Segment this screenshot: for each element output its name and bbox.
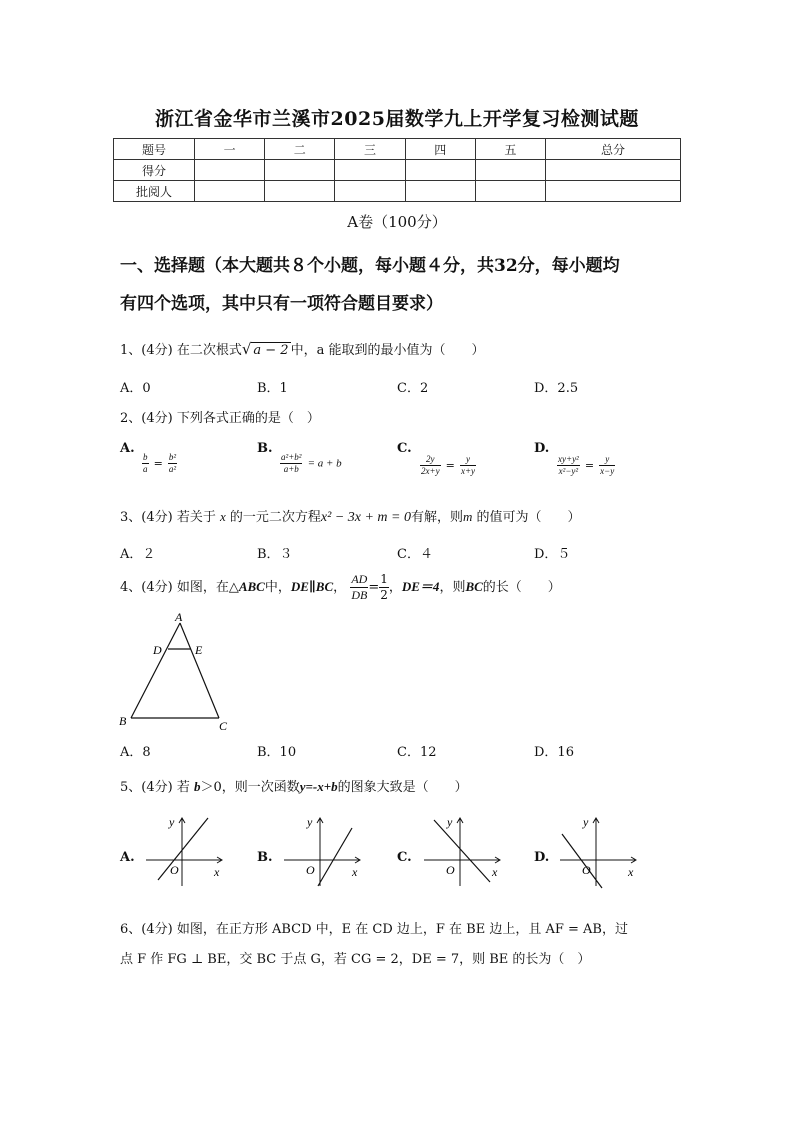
- score-table-cell: [475, 181, 545, 202]
- svg-text:O: O: [582, 863, 591, 877]
- score-table-cell: 批阅人: [114, 181, 195, 202]
- q5-option-a-label: A.: [120, 850, 135, 865]
- label-b: B: [119, 714, 127, 728]
- q2-option-a-label: A.: [120, 441, 135, 456]
- label-c: C: [219, 719, 228, 733]
- q5-option-d-label: D.: [534, 850, 550, 865]
- score-table-cell: 五: [475, 139, 545, 160]
- svg-text:O: O: [306, 863, 315, 877]
- svg-text:y: y: [583, 815, 589, 829]
- score-table-header-row: [114, 139, 681, 160]
- q2-option-d-formula: $\frac{\text{xy+y²}}{\text{x²−y²}}$ = $\frac{y}{x-y}$: [558, 454, 615, 476]
- score-table-cell: 得分: [114, 160, 195, 181]
- paper-a-heading: A卷（100分）: [347, 213, 447, 231]
- q3-option-d: D．５: [534, 547, 571, 562]
- page-title: 浙江省金华市兰溪市2025届数学九上开学复习检测试题: [155, 108, 639, 130]
- question-3-stem: 3、(4分) 若关于 x 的一元二次方程x² − 3x + m = 0有解，则m 的值可为（ ）: [120, 509, 581, 525]
- score-table-cell: 一: [195, 139, 265, 160]
- score-table-cell: [335, 160, 405, 181]
- question-6-line2: 点 F 作 FG ⊥ BE，交 BC 于点 G，若 CG = 2，DE = 7，则 BE 的长为（ ）: [120, 952, 591, 967]
- graph-c: [420, 814, 504, 890]
- score-table-cell: [475, 160, 545, 181]
- triangle-side-ac: [180, 623, 219, 718]
- radicand: a − 2: [253, 343, 289, 358]
- svg-text:x: x: [628, 865, 634, 879]
- score-table: [113, 138, 681, 202]
- score-table-cell: 二: [265, 139, 335, 160]
- q3-option-c: C．４: [397, 547, 433, 562]
- score-table-cell: 三: [335, 139, 405, 160]
- q1-option-a: A．0: [120, 381, 151, 396]
- score-table-cell: 总分: [546, 139, 681, 160]
- q1-option-b: B．1: [257, 381, 288, 396]
- score-table-cell: [195, 181, 265, 202]
- score-table-cell: [546, 181, 681, 202]
- q4-option-b: B．10: [257, 745, 297, 760]
- score-table-cell: [265, 160, 335, 181]
- question-1-stem: 1、(4分) 在二次根式√ a − 2 中，a 能取到的最小值为（ ）: [120, 340, 485, 358]
- section-heading-line2: 有四个选项，其中只有一项符合题目要求）: [120, 294, 443, 314]
- q1-option-d: D．2.5: [534, 381, 579, 396]
- score-table-cell: [405, 181, 475, 202]
- question-4-stem: 4、(4分) 如图，在△ABC中，DE∥BC， $\frac{AD}{DB}$ = $\frac{1}{2}$ ，DE＝4，则BC的长（ ）: [120, 572, 561, 602]
- q4-option-a: A．8: [120, 745, 151, 760]
- svg-text:y: y: [169, 815, 175, 829]
- q1-option-c: C．2: [397, 381, 429, 396]
- graph-b: [280, 814, 364, 890]
- graph-a: [142, 814, 226, 890]
- q4-option-c: C．12: [397, 745, 437, 760]
- score-table-row: [114, 181, 681, 202]
- q2-option-a-formula: $\frac{b}{a}$ = $\frac{\text{b²}}{\text{a²}}$: [143, 452, 177, 474]
- label-e: E: [195, 643, 203, 657]
- function-line: [318, 828, 352, 886]
- q2-option-d-label: D.: [534, 441, 550, 456]
- score-table-cell: 题号: [114, 139, 195, 160]
- svg-text:x: x: [492, 865, 498, 879]
- function-line: [158, 818, 208, 880]
- label-d: D: [153, 643, 162, 657]
- triangle-side-ab: [131, 623, 180, 718]
- score-table-cell: [335, 181, 405, 202]
- score-table-cell: [546, 160, 681, 181]
- svg-text:x: x: [352, 865, 358, 879]
- svg-text:y: y: [447, 815, 453, 829]
- svg-text:x: x: [214, 865, 220, 879]
- q2-option-c-formula: $\frac{2y}{2x+y}$ = $\frac{y}{x+y}$: [421, 454, 476, 476]
- svg-text:y: y: [307, 815, 313, 829]
- svg-text:O: O: [170, 863, 179, 877]
- function-line: [434, 820, 490, 882]
- score-table-cell: [265, 181, 335, 202]
- score-table-cell: [195, 160, 265, 181]
- q4-option-d: D．16: [534, 745, 574, 760]
- q2-option-c-label: C.: [397, 441, 412, 456]
- score-table-row: [114, 160, 681, 181]
- score-table-cell: [405, 160, 475, 181]
- q5-option-c-label: C.: [397, 850, 412, 865]
- q2-option-b-formula: $\frac{\text{a²+b²}}{a+b}$ = a + b: [281, 452, 342, 474]
- q2-option-b-label: B.: [257, 441, 273, 456]
- graph-d: [556, 814, 640, 890]
- question-5-stem: 5、(4分) 若 b＞0，则一次函数y=-x+b的图象大致是（ ）: [120, 779, 468, 795]
- svg-text:O: O: [446, 863, 455, 877]
- question-6-line1: 6、(4分) 如图，在正方形 ABCD 中，E 在 CD 边上，F 在 BE 边上，且 AF = AB，过: [120, 922, 628, 937]
- label-a: A: [175, 610, 183, 624]
- score-table-cell: 四: [405, 139, 475, 160]
- q3-option-b: B．３: [257, 547, 293, 562]
- question-2-stem: 2、(4分) 下列各式正确的是（ ）: [120, 411, 320, 426]
- q5-option-b-label: B.: [257, 850, 273, 865]
- q3-option-a: A．２: [120, 547, 156, 562]
- triangle-figure: [115, 608, 240, 733]
- section-heading-line1: 一、选择题（本大题共８个小题，每小题４分，共32分，每小题均: [120, 256, 620, 276]
